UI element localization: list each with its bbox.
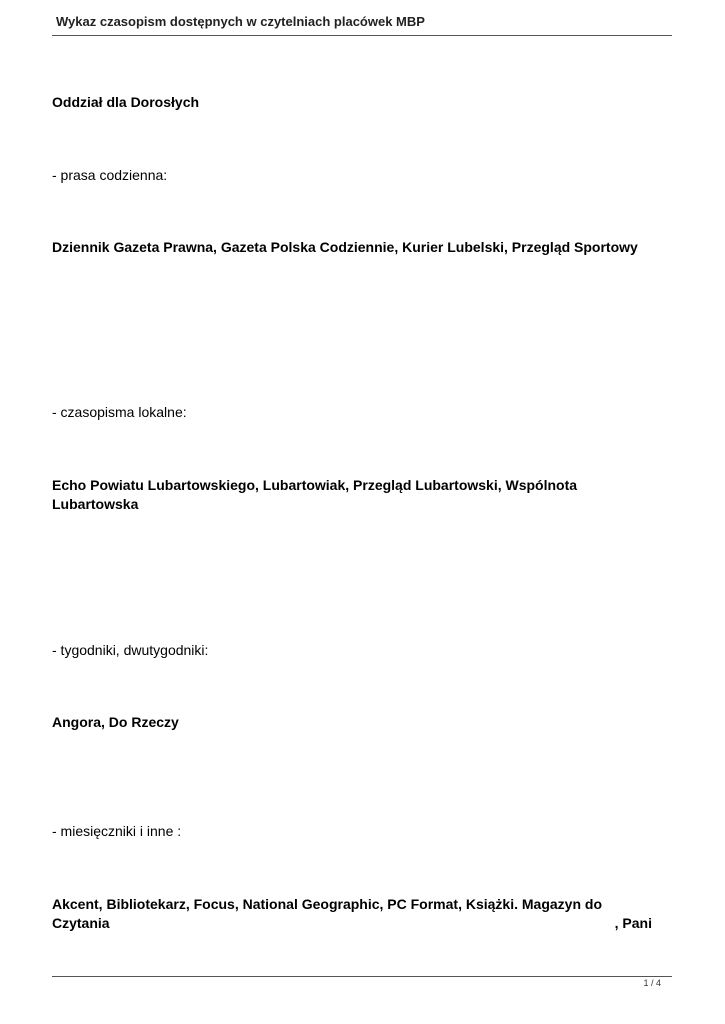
weeklies-label: - tygodniki, dwutygodniki: bbox=[52, 642, 209, 658]
monthlies-list-line-2-right: , Pani bbox=[614, 915, 652, 931]
monthlies-list-line-2-left: Czytania bbox=[52, 915, 110, 931]
weeklies-list: Angora, Do Rzeczy bbox=[52, 714, 179, 730]
monthlies-list-line-2 bbox=[52, 914, 652, 933]
monthlies-label: - miesięczniki i inne : bbox=[52, 823, 182, 839]
daily-press-list: Dziennik Gazeta Prawna, Gazeta Polska Codziennie, Kurier Lubelski, Przegląd Sportowy bbox=[52, 239, 638, 255]
monthlies-list-line-1: Akcent, Bibliotekarz, Focus, National Geographic, PC Format, Książki. Magazyn do bbox=[52, 896, 602, 912]
document-header-title: Wykaz czasopism dostępnych w czytelniach placówek MBP bbox=[56, 14, 425, 29]
page-number: 1 / 4 bbox=[643, 978, 661, 988]
footer-divider bbox=[52, 976, 672, 977]
local-magazines-label: - czasopisma lokalne: bbox=[52, 404, 187, 420]
section-heading: Oddział dla Dorosłych bbox=[52, 94, 200, 110]
header-divider bbox=[52, 35, 672, 36]
monthlies-list bbox=[52, 895, 652, 933]
daily-press-label: - prasa codzienna: bbox=[52, 167, 168, 183]
local-magazines-list: Echo Powiatu Lubartowskiego, Lubartowiak, Przegląd Lubartowski, Wspólnota Lubartowska bbox=[52, 477, 578, 512]
